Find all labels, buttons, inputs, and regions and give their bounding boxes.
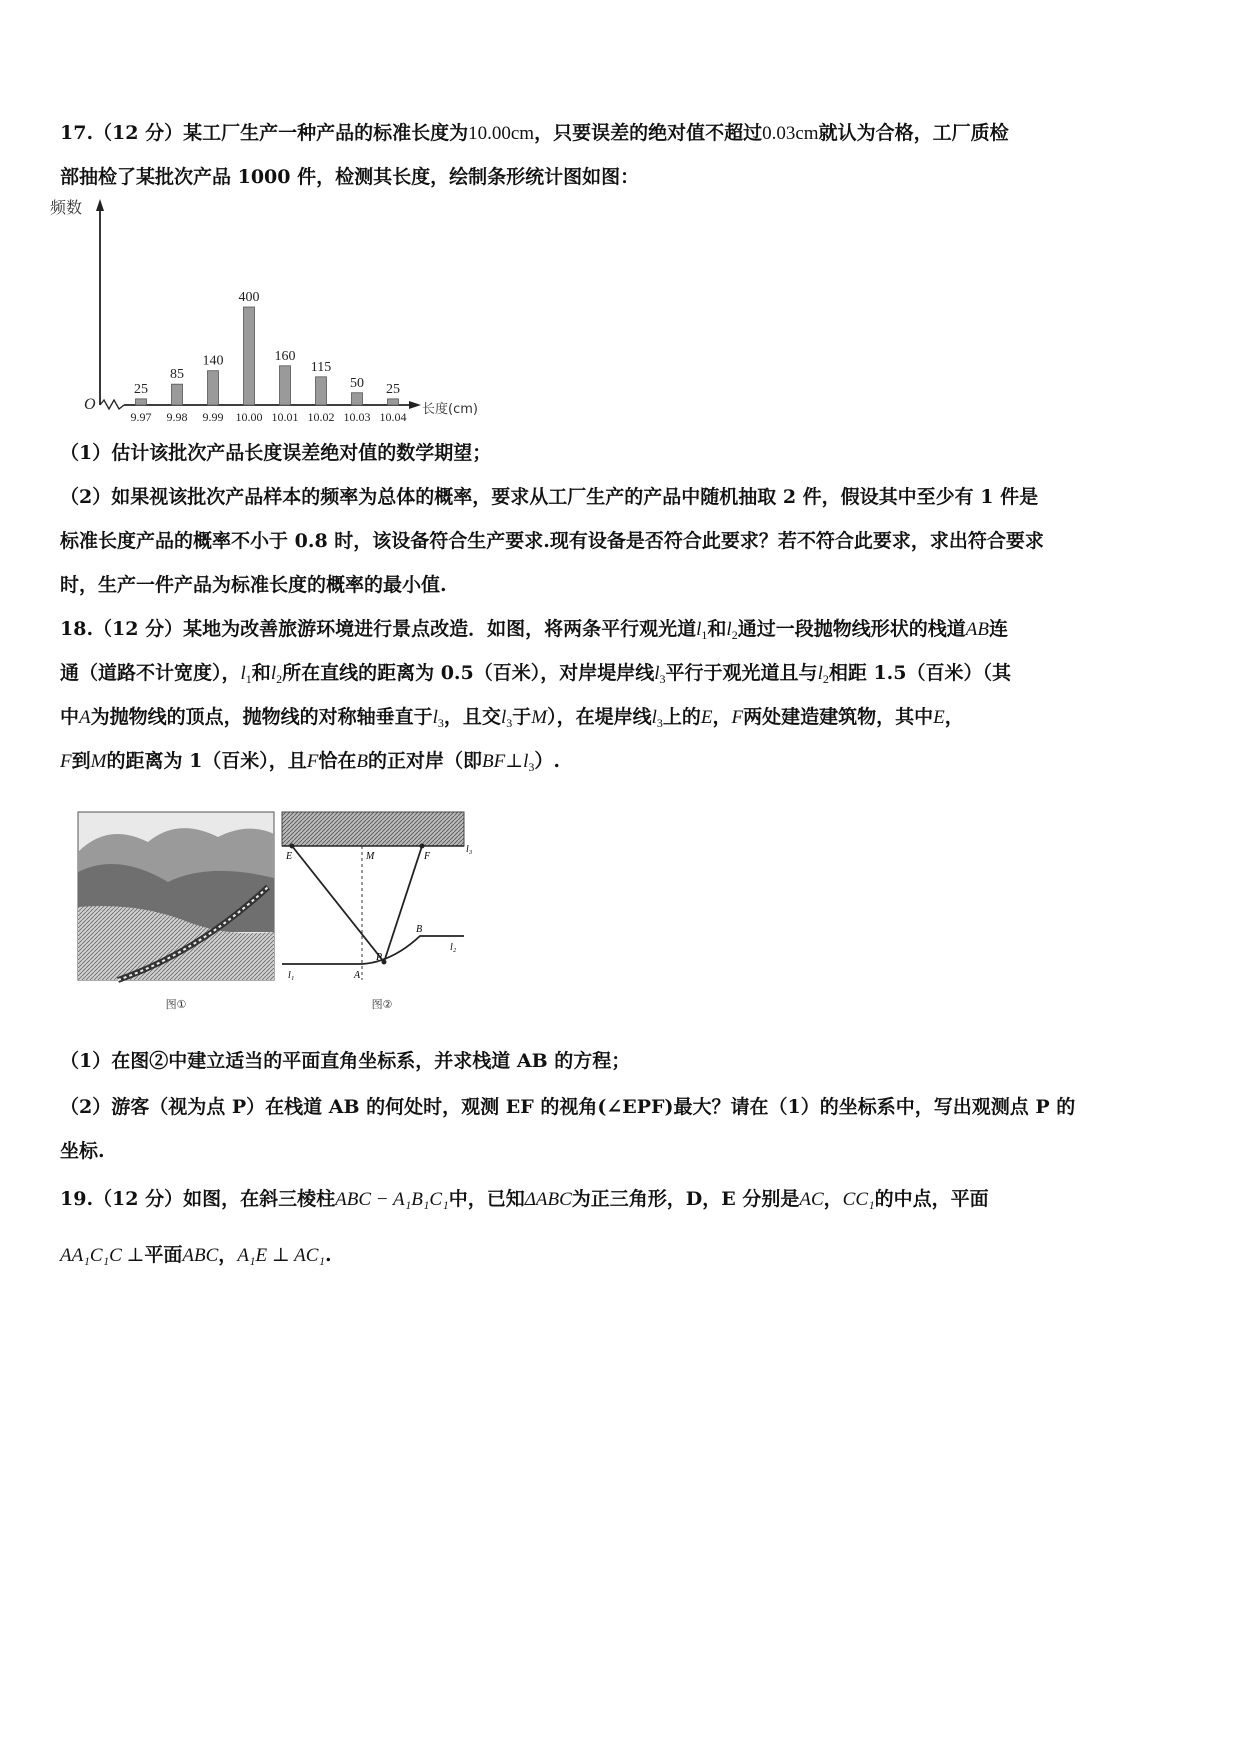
sym-l: l [817, 663, 823, 684]
sym-m: M [90, 751, 107, 772]
sym-f: F [306, 751, 319, 772]
bar-value-label: 160 [274, 348, 296, 364]
sub: 2 [276, 672, 283, 686]
sym-abc: ABC [182, 1245, 219, 1266]
q18-line-1 [60, 614, 1008, 643]
label-l2: l₂ [450, 942, 457, 953]
label-l1: l₁ [288, 970, 295, 981]
q17-text: 17.（12 分）某工厂生产一种产品的标准长度为 [60, 122, 469, 144]
figure-1-landscape [78, 812, 278, 1018]
q18-text: 的距离为 1（百米），且 [106, 750, 307, 772]
bar-value-label: 25 [134, 381, 148, 397]
label-f: F [424, 851, 431, 862]
q18-text: 和 [251, 662, 271, 684]
x-tick-label: 9.97 [130, 410, 152, 424]
q18-text: 连 [988, 618, 1008, 640]
x-tick-label: 10.04 [379, 410, 407, 424]
q17-part-2-line-3: 时，生产一件产品为标准长度的概率的最小值. [60, 574, 447, 596]
q19-text: ， [218, 1244, 238, 1266]
sym-ab: AB [965, 619, 989, 640]
label-l3: l₃ [466, 844, 473, 855]
bar-10.02 [316, 377, 327, 405]
sym-f: F [731, 707, 744, 728]
length-frequency-bar-chart [50, 195, 500, 425]
sub: 2 [731, 628, 738, 642]
bar-10.03 [352, 393, 363, 405]
bar-value-label: 400 [238, 290, 260, 305]
bar-value-label: 25 [386, 381, 400, 397]
sym-perp: A₁E ⊥ AC₁ [237, 1245, 326, 1266]
bar-9.99 [208, 371, 219, 405]
q18-text: 到 [71, 750, 91, 772]
sub: 1 [701, 628, 708, 642]
sub: 3 [659, 672, 666, 686]
q18-text: ， [944, 706, 964, 728]
x-tick-label: 9.99 [202, 410, 224, 424]
q18-text: 18.（12 分）某地为改善旅游环境进行景点改造．如图，将两条平行观光道 [60, 618, 697, 640]
label-e: E [286, 851, 293, 862]
bar-9.97 [136, 399, 147, 405]
sym-l: l [654, 663, 660, 684]
sym-ac: AC [799, 1189, 824, 1210]
x-tick-label: 10.02 [307, 410, 335, 424]
q18-text: 所在直线的距离为 0.5（百米），对岸堤岸线 [282, 662, 655, 684]
q19-text: 平面 [144, 1244, 183, 1266]
q18-line-3 [60, 702, 964, 731]
sym-plane: AA₁C₁C ⊥ [60, 1245, 145, 1266]
q17-part-2-line-2: 标准长度产品的概率不小于 0.8 时，该设备符合生产要求.现有设备是否符合此要求？若不符合此要求，求出符合要求 [60, 530, 1044, 552]
bar-value-label: 50 [350, 375, 364, 391]
axis-break-zigzag [100, 400, 124, 409]
sym-l: l [500, 707, 507, 728]
sub: 2 [822, 672, 829, 686]
q18-text: ， [712, 706, 732, 728]
sym-bf-perp: BF⊥l [482, 751, 529, 772]
q17-text: 就认为合格，工厂质检 [818, 122, 1009, 144]
sym-l: l [651, 707, 657, 728]
sym-l: l [270, 663, 277, 684]
q18-text: 两处建造建筑物，其中 [743, 706, 934, 728]
segment-ep [292, 846, 384, 962]
q19-text: 的中点，平面 [874, 1188, 989, 1210]
bar-10.00 [244, 307, 255, 405]
q18-text: ）. [534, 750, 561, 772]
point-e [290, 844, 295, 849]
q17-standard-length: 10.00cm [468, 123, 535, 144]
q19-line-2 [60, 1240, 332, 1267]
sym-l: l [432, 707, 438, 728]
q18-text: 通过一段抛物线形状的栈道 [737, 618, 966, 640]
y-axis-label: 频数 [50, 198, 83, 217]
sym-f: F [60, 751, 72, 772]
q19-text: 19.（12 分）如图，在斜三棱柱 [60, 1188, 336, 1210]
sym-e: E [933, 707, 945, 728]
q18-text: 为抛物线的顶点，抛物线的对称轴垂直于 [90, 706, 433, 728]
figure-1-caption: 图① [165, 998, 187, 1011]
q18-text: 和 [707, 618, 727, 640]
sym-m: M [531, 707, 548, 728]
bar-value-label: 85 [170, 367, 184, 383]
q17-tolerance: 0.03cm [762, 123, 819, 144]
sym-cc1: CC₁ [842, 1189, 875, 1210]
q18-text: 的正对岸（即 [368, 750, 483, 772]
q18-text: 中 [60, 706, 80, 728]
x-tick-label: 10.03 [343, 410, 371, 424]
q19-text: . [325, 1244, 332, 1266]
q17-part-1: （1）估计该批次产品长度误差绝对值的数学期望； [60, 442, 492, 464]
q18-text: 恰在 [318, 750, 357, 772]
bar-value-label: 115 [310, 359, 332, 375]
sub: 1 [245, 672, 252, 686]
label-p: P [376, 952, 383, 963]
sym-l: l [696, 619, 702, 640]
sub: 3 [506, 716, 513, 730]
q18-part-1: （1）在图②中建立适当的平面直角坐标系，并求栈道 AB 的方程； [60, 1050, 631, 1072]
q17-text: ，只要误差的绝对值不超过 [534, 122, 763, 144]
q18-line-2 [60, 658, 1011, 687]
q18-text: ，且交 [443, 706, 501, 728]
y-axis-arrow [96, 199, 104, 211]
x-axis-arrow [409, 401, 421, 409]
q17-line-2: 部抽检了某批次产品 1000 件，检测其长度，绘制条形统计图如图： [60, 166, 640, 188]
q18-text: ），在堤岸线 [547, 706, 652, 728]
bar-series [131, 290, 407, 424]
q19-text: 为正三角形，D，E 分别是 [571, 1188, 800, 1210]
point-f [420, 844, 425, 849]
sym-triangle: ΔABC [524, 1189, 572, 1210]
sub: 3 [437, 716, 444, 730]
q17-part-2-line-1: （2）如果视该批次产品样本的频率为总体的概率，要求从工厂生产的产品中随机抽取 2 件，假设其中至少有 1 件是 [60, 486, 1039, 508]
sub: 3 [528, 760, 535, 774]
bar-9.98 [172, 384, 183, 405]
sub: 3 [656, 716, 663, 730]
bar-10.04 [388, 399, 399, 405]
sym-prism: ABC − A₁B₁C₁ [335, 1189, 449, 1210]
figure-2-diagram [282, 812, 482, 1018]
q19-line-1 [60, 1184, 989, 1211]
q18-text: 相距 1.5（百米）（其 [828, 662, 1012, 684]
q17-line-1 [60, 118, 1009, 145]
x-tick-label: 9.98 [166, 410, 188, 424]
q19-text: ， [823, 1188, 843, 1210]
q18-text: 通（道路不计宽度）， [60, 662, 241, 684]
origin-label: O [84, 396, 96, 413]
segment-fp [384, 846, 422, 962]
q18-line-4 [60, 746, 560, 775]
sym-l: l [726, 619, 732, 640]
bar-value-label: 140 [202, 353, 224, 369]
q18-text: 上的 [662, 706, 701, 728]
label-a: A [354, 970, 361, 981]
label-m: M [366, 851, 375, 862]
x-tick-label: 10.01 [271, 410, 299, 424]
q18-text: 于 [512, 706, 532, 728]
sym-e: E [700, 707, 713, 728]
point-p [382, 960, 387, 965]
sym-a: A [79, 707, 91, 728]
x-tick-label: 10.00 [235, 410, 263, 424]
q18-text: 平行于观光道且与 [665, 662, 818, 684]
sym-l: l [240, 663, 246, 684]
sym-b: B [356, 751, 369, 772]
q18-part-2-line-2: 坐标. [60, 1140, 105, 1162]
bar-10.01 [280, 366, 291, 405]
q18-part-2-line-1: （2）游客（视为点 P）在栈道 AB 的何处时，观测 EF 的视角(∠EPF)最大？请在（1）的坐标系中，写出观测点 P 的 [60, 1096, 1076, 1118]
label-b: B [416, 924, 423, 935]
q19-text: 中，已知 [448, 1188, 525, 1210]
walkway-l1-ab-l2 [282, 936, 464, 964]
bank-hatch [282, 812, 464, 846]
figure-2-caption: 图② [371, 998, 393, 1011]
x-axis-label: 长度(cm) [422, 402, 478, 417]
